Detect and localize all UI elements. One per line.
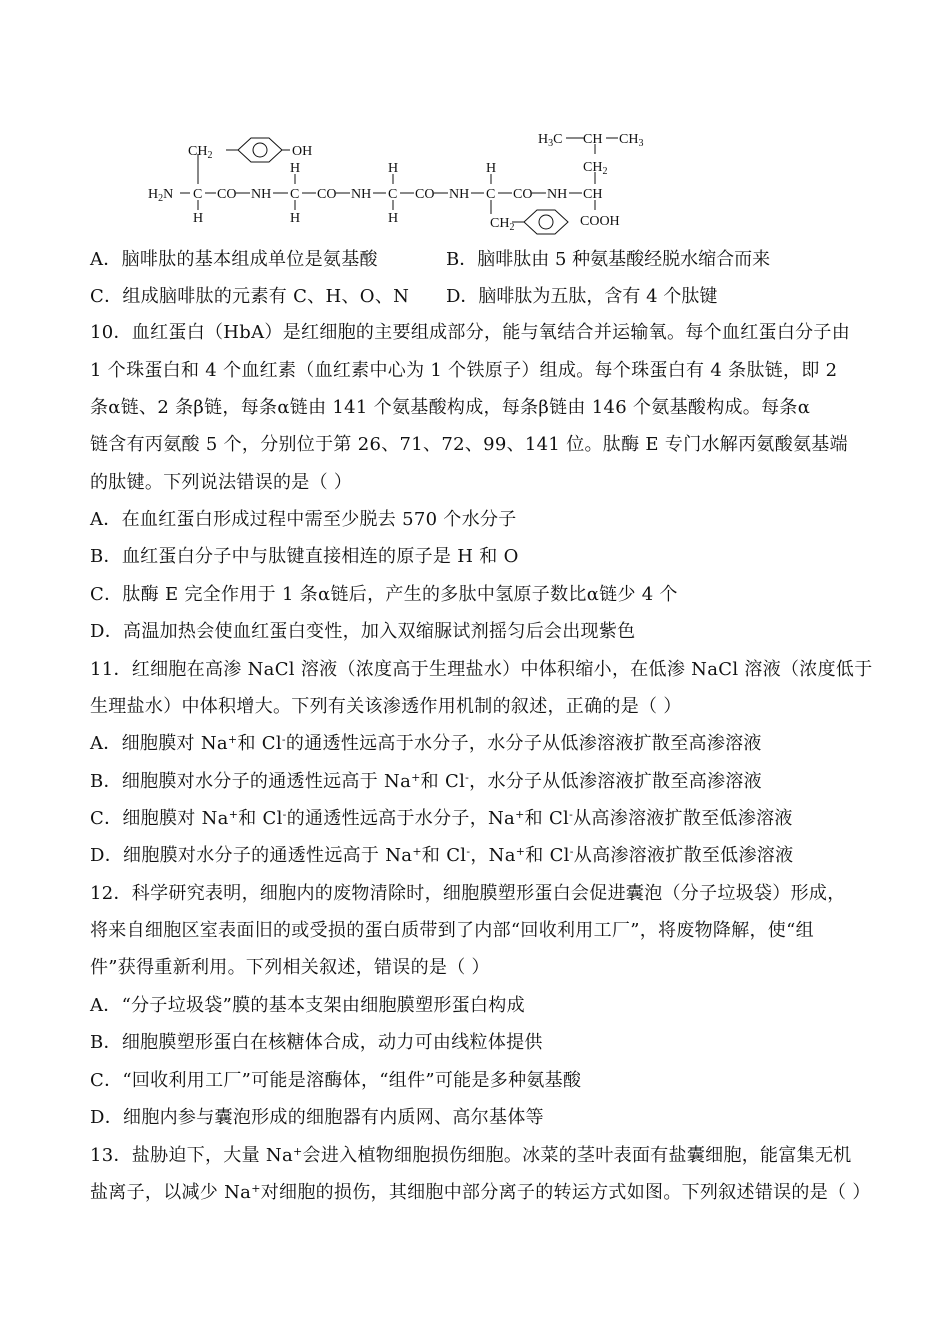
q12-stem-line: 12．科学研究表明，细胞内的废物清除时，细胞膜塑形蛋白会促进囊泡（分子垃圾袋）形成，	[90, 883, 846, 904]
q12-option-b: B．细胞膜塑形蛋白在核糖体合成，动力可由线粒体提供	[90, 1032, 543, 1053]
carbon-label: C	[193, 187, 203, 202]
ch2-label: $CH_2$	[490, 216, 515, 233]
hydrogen-label: H	[486, 161, 497, 176]
ch3-label: $CH_3$	[619, 132, 644, 149]
pentapeptide-structure-diagram	[140, 124, 670, 239]
q10-option-c: C．肽酶 E 完全作用于 1 条α链后，产生的多肽中氢原子数比α链少 4 个	[90, 584, 678, 605]
co-label: CO	[513, 187, 533, 202]
nh-label: NH	[251, 187, 272, 202]
carbon-label: C	[388, 187, 398, 202]
cooh-label: COOH	[580, 214, 620, 229]
ch-label: CH	[583, 187, 603, 202]
benzene-ring	[524, 210, 568, 234]
h2n-label: $H_2N$	[148, 187, 174, 204]
q12-option-a: A．“分子垃圾袋”膜的基本支架由细胞膜塑形蛋白构成	[90, 995, 525, 1016]
hydrogen-label: H	[193, 211, 204, 226]
oh-label: OH	[292, 144, 313, 159]
q11-stem-line: 11．红细胞在高渗 NaCl 溶液（浓度高于生理盐水）中体积缩小，在低渗 NaCl 溶液（浓度低于	[90, 659, 873, 680]
q10-option-b: B．血红蛋白分子中与肽键直接相连的原子是 H 和 O	[90, 546, 519, 567]
q10-stem-line: 的肽键。下列说法错误的是（ ）	[90, 472, 353, 493]
q11-option-d: D．细胞膜对水分子的通透性远高于 Na+和 Cl-，Na+和 Cl-从高渗溶液扩散至低渗溶液	[90, 845, 794, 866]
q9-option-d: D．脑啡肽为五肽，含有 4 个肽键	[446, 286, 718, 307]
q10-stem-line: 1 个珠蛋白和 4 个血红素（血红素中心为 1 个铁原子）组成。每个珠蛋白有 4 条肽链，即 2	[90, 360, 838, 381]
q9-option-c: C．组成脑啡肽的元素有 C、H、O、N	[90, 286, 410, 307]
q12-option-d: D．细胞内参与囊泡形成的细胞器有内质网、高尔基体等	[90, 1107, 544, 1128]
hydrogen-label: H	[388, 161, 399, 176]
q13-stem-line: 13．盐胁迫下，大量 Na+会进入植物细胞损伤细胞。冰菜的茎叶表面有盐囊细胞，能富集无机	[90, 1145, 852, 1166]
q11-option-a: A．细胞膜对 Na+和 Cl-的通透性远高于水分子，水分子从低渗溶液扩散至高渗溶液	[90, 733, 762, 754]
h3c-label: $H_3C$	[538, 132, 563, 149]
benzene-ring	[238, 138, 282, 162]
nh-label: NH	[547, 187, 568, 202]
q12-option-c: C．“回收利用工厂”可能是溶酶体，“组件”可能是多种氨基酸	[90, 1070, 582, 1091]
ch2-label: $CH_2$	[188, 144, 213, 161]
benzene-ring-circle	[253, 143, 267, 157]
q9-option-a: A．脑啡肽的基本组成单位是氨基酸	[90, 249, 378, 270]
nh-label: NH	[449, 187, 470, 202]
q13-stem-line: 盐离子，以减少 Na+对细胞的损伤，其细胞中部分离子的转运方式如图。下列叙述错误的是（ ）	[90, 1182, 871, 1203]
q10-stem-line: 条α链、2 条β链，每条α链由 141 个氨基酸构成，每条β链由 146 个氨基酸构成。每条α	[90, 397, 811, 418]
q10-stem-line: 10．血红蛋白（HbA）是红细胞的主要组成部分，能与氧结合并运输氧。每个血红蛋白分子由	[90, 322, 851, 343]
ch-label: CH	[583, 132, 603, 147]
q12-stem-line: 将来自细胞区室表面旧的或受损的蛋白质带到了内部“回收利用工厂”，将废物降解，使“组	[90, 920, 814, 941]
q11-option-b: B．细胞膜对水分子的通透性远高于 Na+和 Cl-，水分子从低渗溶液扩散至高渗溶液	[90, 771, 762, 792]
hydrogen-label: H	[388, 211, 399, 226]
co-label: CO	[317, 187, 337, 202]
q10-option-a: A．在血红蛋白形成过程中需至少脱去 570 个水分子	[90, 509, 517, 530]
co-label: CO	[415, 187, 435, 202]
q12-stem-line: 件”获得重新利用。下列相关叙述，错误的是（ ）	[90, 957, 490, 978]
nh-label: NH	[351, 187, 372, 202]
q11-option-c: C．细胞膜对 Na+和 Cl-的通透性远高于水分子，Na+和 Cl-从高渗溶液扩散至低渗溶液	[90, 808, 793, 829]
q10-option-d: D．高温加热会使血红蛋白变性，加入双缩脲试剂摇匀后会出现紫色	[90, 621, 636, 642]
co-label: CO	[217, 187, 237, 202]
hydrogen-label: H	[290, 211, 301, 226]
carbon-label: C	[290, 187, 300, 202]
q11-stem-line: 生理盐水）中体积增大。下列有关该渗透作用机制的叙述，正确的是（ ）	[90, 696, 682, 717]
carbon-label: C	[486, 187, 496, 202]
ch2-label: $CH_2$	[583, 160, 608, 177]
hydrogen-label: H	[290, 161, 301, 176]
q9-option-b: B．脑啡肽由 5 种氨基酸经脱水缩合而来	[446, 249, 771, 270]
q10-stem-line: 链含有丙氨酸 5 个，分别位于第 26、71、72、99、141 位。肽酶 E 专门水解丙氨酸氨基端	[90, 434, 848, 455]
